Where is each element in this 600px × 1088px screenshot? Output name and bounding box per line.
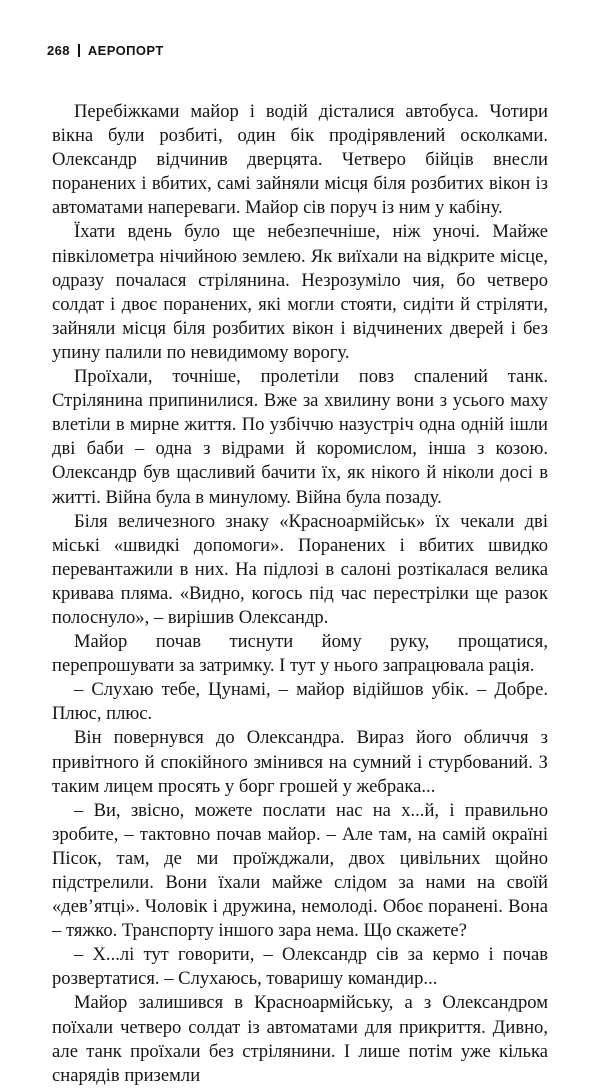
paragraph: Проїхали, точніше, пролетіли повз спалений танк. Стрілянина припинилися. Вже за хвилину вони з усього маху влетіли в мирне життя. По узбіччю назустріч одна одній ішли дві баби – одна з відрами й коромислом, інша з козою. Олександр був щасливий бачити їх, як нікого й ніколи досі в житті. Війна була в минулому. Війна була позаду. [52, 366, 548, 508]
paragraph: Біля величезного знаку «Красноармійськ» їх чекали дві міські «швидкі допомоги». Поранених і вбитих швидко перевантажили в них. На підлозі в салоні розтікалася велика кривава пляма. «Видно, когось під час перестрілки ще разок полоснуло», – вирішив Олександр. [52, 510, 548, 628]
page-number: 268 [47, 42, 70, 58]
paragraph: Майор почав тиснути йому руку, прощатися, перепрошувати за затримку. І тут у нього запрацювала рація. [52, 631, 548, 677]
header-separator [78, 44, 80, 57]
running-title: АЕРОПОРТ [87, 42, 164, 58]
dialogue-paragraph: – Слухаю тебе, Цунамі, – майор відійшов убік. – Добре. Плюс, плюс. [52, 679, 548, 725]
running-header [47, 40, 164, 60]
paragraph: Він повернувся до Олександра. Вираз його обличчя з привітного й спокійного змінився на сумний і стурбований. З таким лицем просять у борг грошей у жебрака... [52, 727, 548, 797]
dialogue-paragraph: – Ви, звісно, можете послати нас на х...й, і правильно зробите, – тактовно почав майор. – Але там, на самій окраїні Пісок, там, де ми проїжджали, двох цивільних щойно підстрелили. Вони їхали майже слідом за нами на своїй «дев’ятці». Чоловік і дружина, немолоді. Обоє поранені. Вона – тяжко. Транспорту іншого зара нема. Що скажете? [52, 799, 548, 942]
body-text [52, 100, 548, 1088]
dialogue-paragraph: – Х...лі тут говорити, – Олександр сів за кермо і почав розвертатися. – Слухаюсь, товаришу командир... [52, 944, 548, 990]
paragraph: Перебіжками майор і водій дісталися автобуса. Чотири вікна були розбиті, один бік продірявлений осколками. Олександр відчинив дверцята. Четверо бійців внесли поранених і вбитих, самі зайняли місця біля розбитих вікон із автоматами напереваги. Майор сів поруч із ним у кабіну. [52, 101, 548, 219]
paragraph: Майор залишився в Красноармійську, а з Олександром поїхали четверо солдат із автоматами для прикриття. Дивно, але танк проїхали без стрілянини. І лише потім уже кілька снарядів приземли [52, 992, 548, 1086]
paragraph: Їхати вдень було ще небезпечніше, ніж уночі. Майже півкілометра нічийною землею. Як виїхали на відкрите місце, одразу почалася стрілянина. Незрозуміло чия, бо четверо солдат і двоє поранених, які могли стояти, сидіти й стріляти, зайняли місця біля розбитих вікон і відчинених дверей і без упину палили по невидимому ворогу. [52, 221, 548, 363]
